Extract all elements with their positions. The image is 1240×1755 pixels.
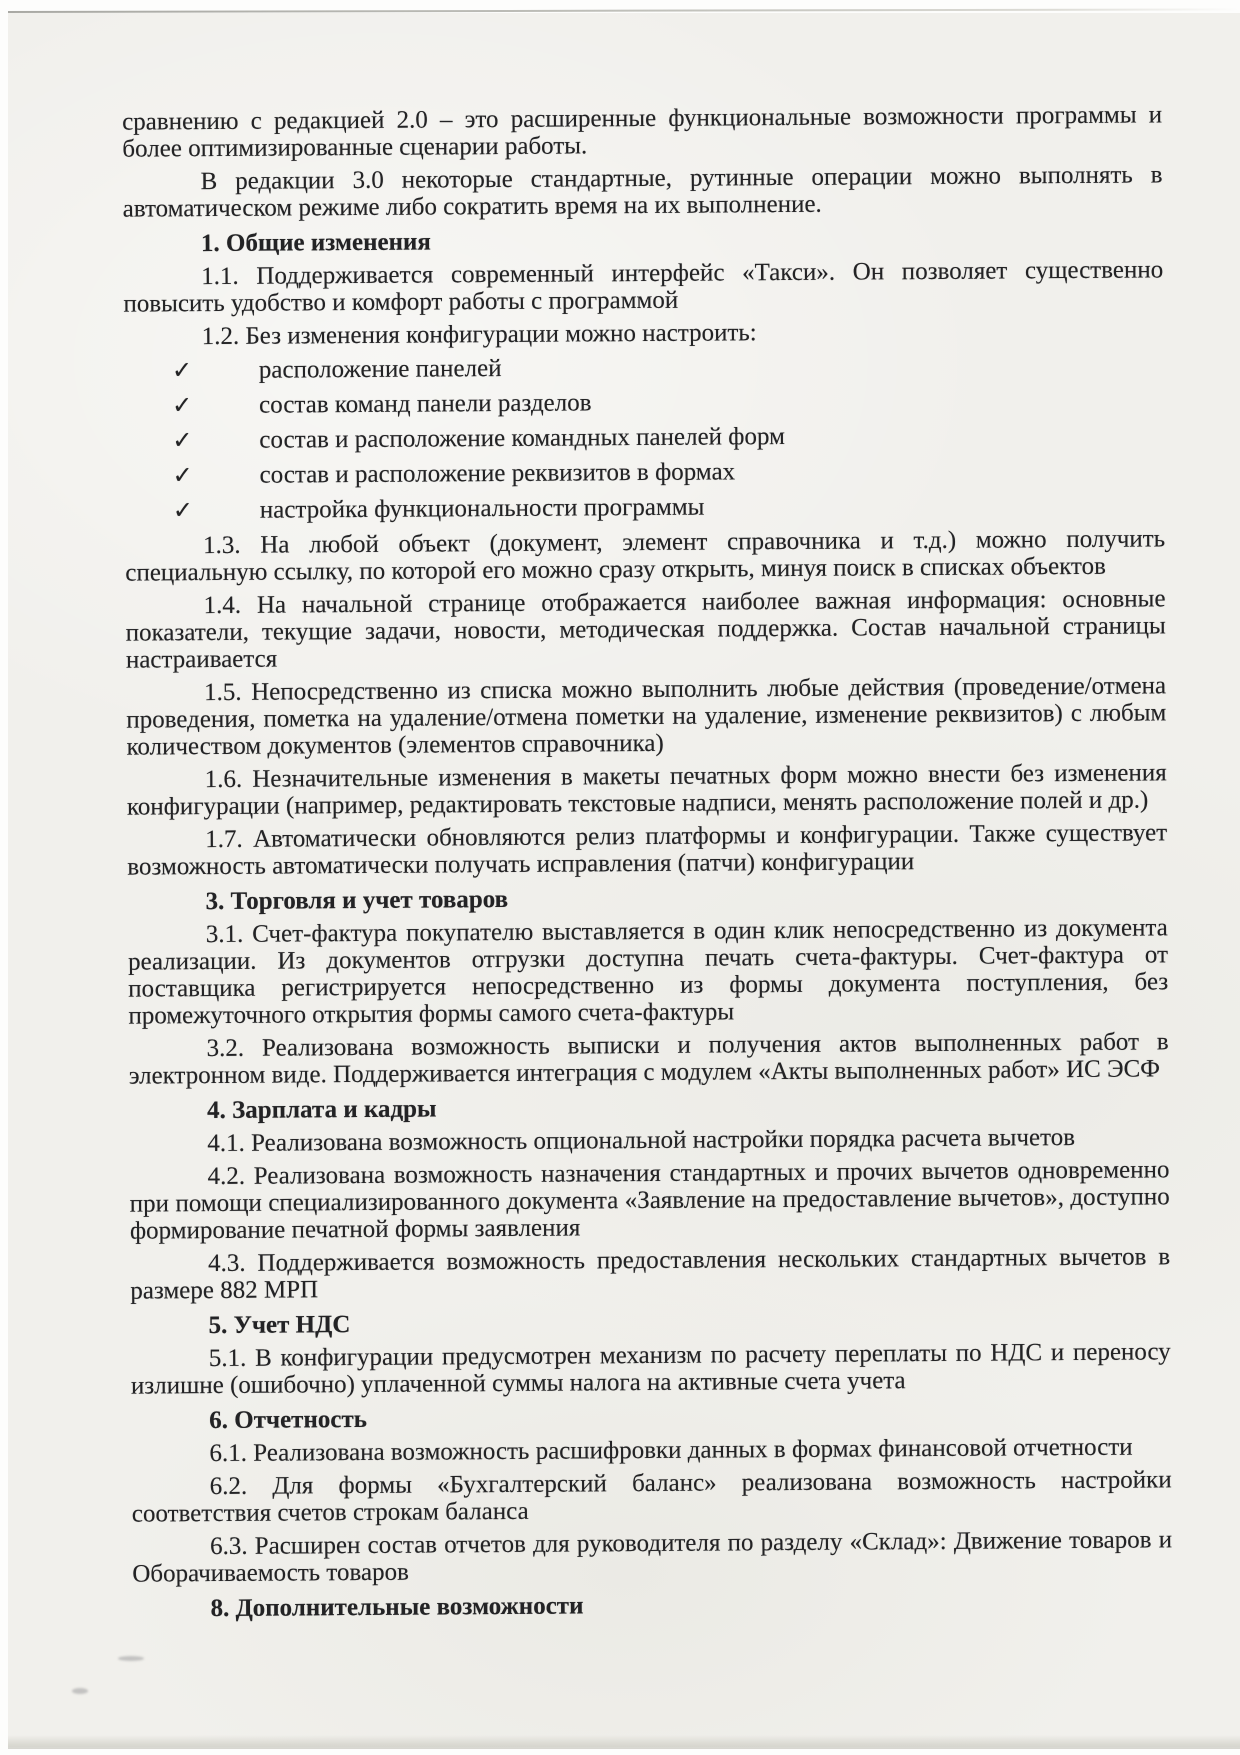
section-heading-trade-accounting: 3. Торговля и учет товаров xyxy=(205,885,509,916)
check-icon: ✓ xyxy=(172,498,194,525)
scan-edge-bottom xyxy=(8,1735,1240,1749)
paragraph: 1.4. На начальной странице отображается наиболее важная информация: основные показатели, текущие задачи, новости, методическая поддержка. Состав начальной страницы настраивается xyxy=(125,585,1166,674)
paragraph: В редакции 3.0 некоторые стандартные, рутинные операции можно выполнять в автоматическом режиме либо сократить время на их выполнение. xyxy=(122,161,1163,223)
paragraph: 4.2. Реализована возможность назначения стандартных и прочих вычетов одновременно при помощи специализированного документа «Заявление на предоставление вычетов», доступно формирование печатной формы заявления xyxy=(129,1156,1170,1245)
paragraph: 1.1. Поддерживается современный интерфейс «Такси». Он позволяет существенно повысить удобство и комфорт работы с программой xyxy=(123,256,1164,318)
paragraph: 6.3. Расширен состав отчетов для руководителя по разделу «Склад»: Движение товаров и Оборачиваемость товаров xyxy=(132,1526,1173,1588)
document-body xyxy=(122,95,1173,1628)
paragraph: 1.2. Без изменения конфигурации можно настроить: xyxy=(201,319,757,351)
scan-smudge xyxy=(72,1688,88,1694)
checklist-item xyxy=(124,420,1164,455)
paragraph: 3.1. Счет-фактура покупателю выставляется в один клик непосредственно из документа реализации. Из документов отгрузки доступна печать счета-фактуры. Счет-фактура от поставщика регистрируется непосредственно из формы документа поступления, без промежуточного открытия формы самого счета-фактуры xyxy=(127,914,1169,1030)
check-icon: ✓ xyxy=(172,393,193,420)
checklist-item-label: расположение панелей xyxy=(258,354,502,384)
section-heading-vat-accounting: 5. Учет НДС xyxy=(208,1311,351,1340)
paragraph: 6.1. Реализована возможность расшифровки данных в формах финансовой отчетности xyxy=(209,1433,1133,1468)
paragraph: 1.3. На любой объект (документ, элемент справочника и т.д.) можно получить специальную ссылку, по которой его можно сразу открыть, минуя поиск в списках объектов xyxy=(125,525,1166,587)
checklist-item-label: состав и расположение командных панелей форм xyxy=(259,423,785,454)
paragraph: 3.2. Реализована возможность выписки и получения актов выполненных работ в электронном виде. Поддерживается интеграция с модулем «Акты выполненных работ» ИС ЭСФ xyxy=(128,1028,1169,1090)
section-heading-general-changes: 1. Общие изменения xyxy=(200,228,431,258)
section-heading-additional-features: 8. Дополнительные возможности xyxy=(210,1592,584,1623)
checklist-item xyxy=(125,490,1165,525)
scan-edge-left xyxy=(0,0,8,1755)
paragraph: 1.7. Автоматически обновляются релиз платформы и конфигурации. Также существует возможность автоматически получать исправления (патчи) конфигурации xyxy=(127,819,1168,881)
paragraph: 5.1. В конфигурации предусмотрен механизм по расчету переплаты по НДС и переносу излишне (ошибочно) уплаченной суммы налога на активные счета учета xyxy=(130,1338,1171,1400)
section-heading-payroll-hr: 4. Зарплата и кадры xyxy=(206,1095,437,1125)
paragraph: 1.5. Непосредственно из списка можно выполнить любые действия (проведение/отмена проведения, пометка на удаление/отмена пометки на удаление, изменение реквизитов) с любым количеством документов (элементов справочника) xyxy=(126,672,1167,761)
check-icon: ✓ xyxy=(172,428,193,455)
paragraph: 1.6. Незначительные изменения в макеты печатных форм можно внести без изменения конфигурации (например, редактировать текстовые надписи, менять расположение полей и др.) xyxy=(126,759,1167,821)
check-icon: ✓ xyxy=(172,463,193,490)
section-heading-reporting: 6. Отчетность xyxy=(209,1405,368,1435)
check-icon: ✓ xyxy=(171,358,193,385)
scan-smudge xyxy=(118,1656,144,1661)
checklist-item-label: состав и расположение реквизитов в формах xyxy=(259,458,736,489)
checklist-item xyxy=(124,350,1164,385)
checklist-item xyxy=(124,385,1164,420)
paragraph: сравнению с редакцией 2.0 – это расширенные функциональные возможности программы и более оптимизированные сценарии работы. xyxy=(122,101,1163,163)
paragraph: 6.2. Для формы «Бухгалтерский баланс» реализована возможность настройки соответствия счетов строкам баланса xyxy=(131,1466,1172,1528)
paragraph: 4.3. Поддерживается возможность предоставления нескольких стандартных вычетов в размере 882 МРП xyxy=(130,1243,1171,1305)
paragraph: 4.1. Реализована возможность опциональной настройки порядка расчета вычетов xyxy=(207,1124,1076,1158)
checklist-item-label: настройка функциональности программы xyxy=(259,493,705,524)
checklist-item xyxy=(125,455,1165,490)
checklist-item-label: состав команд панели разделов xyxy=(259,389,592,419)
